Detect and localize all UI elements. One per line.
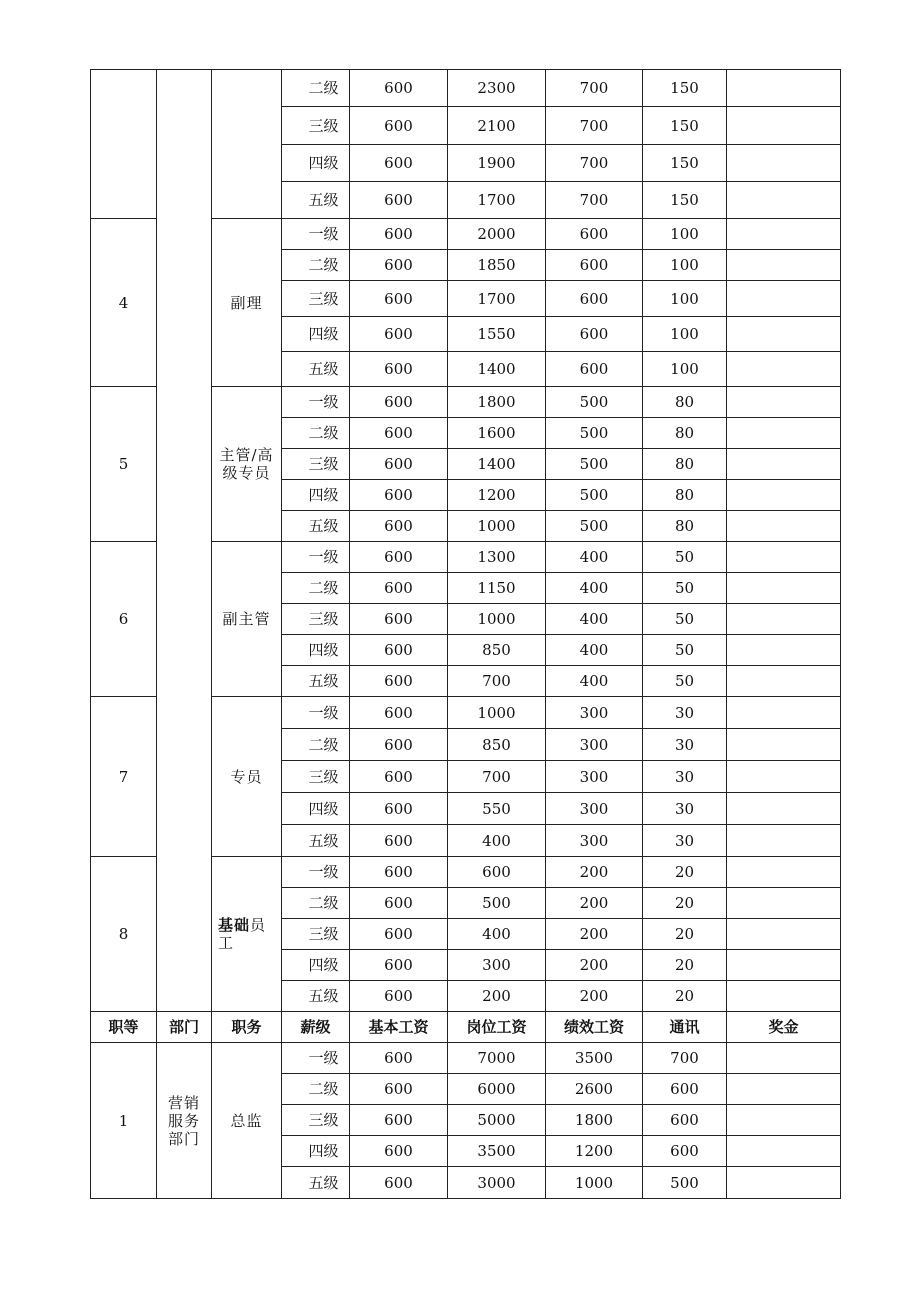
post-salary-cell: 850 [448, 729, 546, 761]
base-salary-cell: 600 [350, 1136, 448, 1167]
bonus-cell [727, 857, 841, 888]
base-salary-cell: 600 [350, 666, 448, 697]
post-salary-cell: 2300 [448, 70, 546, 107]
post-salary-cell: 1150 [448, 573, 546, 604]
post-salary-cell: 400 [448, 919, 546, 950]
performance-salary-cell: 500 [546, 480, 643, 511]
base-salary-cell: 600 [350, 511, 448, 542]
level-cell: 五级 [282, 182, 350, 219]
performance-salary-cell: 500 [546, 511, 643, 542]
level-cell: 一级 [282, 219, 350, 250]
post-salary-cell: 1850 [448, 250, 546, 281]
post-salary-cell: 1200 [448, 480, 546, 511]
base-salary-cell: 600 [350, 182, 448, 219]
communication-cell: 600 [643, 1074, 727, 1105]
performance-salary-cell: 600 [546, 317, 643, 352]
bonus-cell [727, 1074, 841, 1105]
communication-cell: 20 [643, 950, 727, 981]
base-salary-cell: 600 [350, 950, 448, 981]
performance-salary-cell: 2600 [546, 1074, 643, 1105]
communication-cell: 80 [643, 480, 727, 511]
base-salary-cell: 600 [350, 418, 448, 449]
post-salary-cell: 1600 [448, 418, 546, 449]
base-salary-cell: 600 [350, 919, 448, 950]
performance-salary-cell: 300 [546, 729, 643, 761]
post-salary-cell: 700 [448, 761, 546, 793]
base-salary-cell: 600 [350, 480, 448, 511]
grade-cell: 7 [91, 697, 157, 857]
grade-cell: 8 [91, 857, 157, 1012]
bonus-cell [727, 511, 841, 542]
post-salary-cell: 1700 [448, 281, 546, 317]
bonus-cell [727, 387, 841, 418]
performance-salary-cell: 1800 [546, 1105, 643, 1136]
communication-cell: 80 [643, 387, 727, 418]
base-salary-cell: 600 [350, 635, 448, 666]
communication-cell: 100 [643, 281, 727, 317]
post-salary-cell: 1700 [448, 182, 546, 219]
position-bold-text: 基础 [218, 916, 251, 934]
header-post-salary: 岗位工资 [448, 1012, 546, 1043]
base-salary-cell: 600 [350, 70, 448, 107]
performance-salary-cell: 200 [546, 888, 643, 919]
level-cell: 四级 [282, 317, 350, 352]
post-salary-cell: 1800 [448, 387, 546, 418]
position-cell [212, 857, 282, 1012]
bonus-cell [727, 70, 841, 107]
level-cell: 一级 [282, 857, 350, 888]
post-salary-cell: 850 [448, 635, 546, 666]
header-grade: 职等 [91, 1012, 157, 1043]
communication-cell: 600 [643, 1136, 727, 1167]
communication-cell: 30 [643, 729, 727, 761]
base-salary-cell: 600 [350, 250, 448, 281]
post-salary-cell: 550 [448, 793, 546, 825]
performance-salary-cell: 200 [546, 981, 643, 1012]
bonus-cell [727, 635, 841, 666]
level-cell: 四级 [282, 950, 350, 981]
header-position: 职务 [212, 1012, 282, 1043]
performance-salary-cell: 200 [546, 950, 643, 981]
level-cell: 五级 [282, 1167, 350, 1199]
base-salary-cell: 600 [350, 729, 448, 761]
communication-cell: 100 [643, 352, 727, 387]
post-salary-cell: 1000 [448, 697, 546, 729]
bonus-cell [727, 449, 841, 480]
grade-cell: 6 [91, 542, 157, 697]
bonus-cell [727, 281, 841, 317]
performance-salary-cell: 300 [546, 761, 643, 793]
communication-cell: 80 [643, 511, 727, 542]
level-cell: 二级 [282, 1074, 350, 1105]
department-cell [157, 70, 212, 1012]
post-salary-cell: 1900 [448, 145, 546, 182]
performance-salary-cell: 400 [546, 573, 643, 604]
base-salary-cell: 600 [350, 573, 448, 604]
performance-salary-cell: 3500 [546, 1043, 643, 1074]
performance-salary-cell: 300 [546, 697, 643, 729]
bonus-cell [727, 352, 841, 387]
communication-cell: 150 [643, 145, 727, 182]
base-salary-cell: 600 [350, 145, 448, 182]
post-salary-cell: 600 [448, 857, 546, 888]
performance-salary-cell: 200 [546, 857, 643, 888]
bonus-cell [727, 573, 841, 604]
level-cell: 五级 [282, 511, 350, 542]
bonus-cell [727, 317, 841, 352]
grade-cell [91, 70, 157, 219]
communication-cell: 150 [643, 182, 727, 219]
communication-cell: 20 [643, 888, 727, 919]
bonus-cell [727, 697, 841, 729]
communication-cell: 20 [643, 919, 727, 950]
post-salary-cell: 300 [448, 950, 546, 981]
bonus-cell [727, 480, 841, 511]
communication-cell: 100 [643, 317, 727, 352]
level-cell: 四级 [282, 480, 350, 511]
level-cell: 五级 [282, 825, 350, 857]
bonus-cell [727, 888, 841, 919]
table-row [91, 1043, 841, 1074]
base-salary-cell: 600 [350, 888, 448, 919]
communication-cell: 50 [643, 635, 727, 666]
communication-cell: 30 [643, 825, 727, 857]
base-salary-cell: 600 [350, 981, 448, 1012]
communication-cell: 50 [643, 604, 727, 635]
base-salary-cell: 600 [350, 542, 448, 573]
bonus-cell [727, 604, 841, 635]
bonus-cell [727, 1167, 841, 1199]
bonus-cell [727, 1105, 841, 1136]
post-salary-cell: 5000 [448, 1105, 546, 1136]
bonus-cell [727, 761, 841, 793]
base-salary-cell: 600 [350, 1105, 448, 1136]
level-cell: 四级 [282, 145, 350, 182]
post-salary-cell: 1550 [448, 317, 546, 352]
level-cell: 三级 [282, 281, 350, 317]
bonus-cell [727, 107, 841, 145]
base-salary-cell: 600 [350, 317, 448, 352]
post-salary-cell: 3000 [448, 1167, 546, 1199]
post-salary-cell: 7000 [448, 1043, 546, 1074]
bonus-cell [727, 182, 841, 219]
table-row [91, 70, 841, 107]
bonus-cell [727, 1043, 841, 1074]
bonus-cell [727, 1136, 841, 1167]
communication-cell: 20 [643, 857, 727, 888]
performance-salary-cell: 600 [546, 219, 643, 250]
position-cell: 副主管 [212, 542, 282, 697]
performance-salary-cell: 200 [546, 919, 643, 950]
level-cell: 二级 [282, 729, 350, 761]
communication-cell: 30 [643, 697, 727, 729]
base-salary-cell: 600 [350, 387, 448, 418]
performance-salary-cell: 600 [546, 250, 643, 281]
header-row [91, 1012, 841, 1043]
base-salary-cell: 600 [350, 697, 448, 729]
post-salary-cell: 2100 [448, 107, 546, 145]
bonus-cell [727, 793, 841, 825]
level-cell: 三级 [282, 761, 350, 793]
department-cell: 营销服务部门 [157, 1043, 212, 1199]
post-salary-cell: 1400 [448, 352, 546, 387]
level-cell: 一级 [282, 542, 350, 573]
communication-cell: 20 [643, 981, 727, 1012]
level-cell: 四级 [282, 635, 350, 666]
performance-salary-cell: 300 [546, 793, 643, 825]
base-salary-cell: 600 [350, 1043, 448, 1074]
header-base-salary: 基本工资 [350, 1012, 448, 1043]
base-salary-cell: 600 [350, 825, 448, 857]
level-cell: 二级 [282, 573, 350, 604]
header-communication: 通讯 [643, 1012, 727, 1043]
performance-salary-cell: 700 [546, 145, 643, 182]
level-cell: 二级 [282, 888, 350, 919]
performance-salary-cell: 500 [546, 449, 643, 480]
grade-cell: 1 [91, 1043, 157, 1199]
position-text: 员工 [218, 916, 267, 952]
communication-cell: 150 [643, 70, 727, 107]
level-cell: 一级 [282, 387, 350, 418]
post-salary-cell: 500 [448, 888, 546, 919]
base-salary-cell: 600 [350, 449, 448, 480]
bonus-cell [727, 219, 841, 250]
header-department: 部门 [157, 1012, 212, 1043]
communication-cell: 100 [643, 250, 727, 281]
performance-salary-cell: 700 [546, 107, 643, 145]
performance-salary-cell: 1000 [546, 1167, 643, 1199]
performance-salary-cell: 600 [546, 352, 643, 387]
bonus-cell [727, 145, 841, 182]
communication-cell: 30 [643, 793, 727, 825]
performance-salary-cell: 500 [546, 387, 643, 418]
performance-salary-cell: 400 [546, 542, 643, 573]
level-cell: 三级 [282, 919, 350, 950]
bonus-cell [727, 729, 841, 761]
level-cell: 四级 [282, 1136, 350, 1167]
position-cell: 总监 [212, 1043, 282, 1199]
level-cell: 五级 [282, 981, 350, 1012]
post-salary-cell: 400 [448, 825, 546, 857]
bonus-cell [727, 418, 841, 449]
communication-cell: 500 [643, 1167, 727, 1199]
bonus-cell [727, 919, 841, 950]
communication-cell: 100 [643, 219, 727, 250]
level-cell: 二级 [282, 418, 350, 449]
base-salary-cell: 600 [350, 219, 448, 250]
level-cell: 三级 [282, 107, 350, 145]
post-salary-cell: 200 [448, 981, 546, 1012]
base-salary-cell: 600 [350, 1167, 448, 1199]
performance-salary-cell: 400 [546, 604, 643, 635]
performance-salary-cell: 500 [546, 418, 643, 449]
base-salary-cell: 600 [350, 281, 448, 317]
post-salary-cell: 1400 [448, 449, 546, 480]
level-cell: 一级 [282, 697, 350, 729]
base-salary-cell: 600 [350, 1074, 448, 1105]
communication-cell: 30 [643, 761, 727, 793]
level-cell: 二级 [282, 70, 350, 107]
level-cell: 五级 [282, 666, 350, 697]
communication-cell: 700 [643, 1043, 727, 1074]
header-bonus: 奖金 [727, 1012, 841, 1043]
communication-cell: 600 [643, 1105, 727, 1136]
communication-cell: 50 [643, 573, 727, 604]
performance-salary-cell: 400 [546, 666, 643, 697]
base-salary-cell: 600 [350, 857, 448, 888]
position-cell: 主管/高级专员 [212, 387, 282, 542]
bonus-cell [727, 250, 841, 281]
communication-cell: 80 [643, 418, 727, 449]
bonus-cell [727, 542, 841, 573]
level-cell: 三级 [282, 449, 350, 480]
base-salary-cell: 600 [350, 793, 448, 825]
performance-salary-cell: 700 [546, 70, 643, 107]
level-cell: 四级 [282, 793, 350, 825]
bonus-cell [727, 825, 841, 857]
performance-salary-cell: 1200 [546, 1136, 643, 1167]
post-salary-cell: 2000 [448, 219, 546, 250]
grade-cell: 4 [91, 219, 157, 387]
post-salary-cell: 1300 [448, 542, 546, 573]
communication-cell: 50 [643, 542, 727, 573]
level-cell: 三级 [282, 604, 350, 635]
position-cell: 专员 [212, 697, 282, 857]
base-salary-cell: 600 [350, 352, 448, 387]
bonus-cell [727, 950, 841, 981]
post-salary-cell: 6000 [448, 1074, 546, 1105]
post-salary-cell: 700 [448, 666, 546, 697]
bonus-cell [727, 666, 841, 697]
grade-cell: 5 [91, 387, 157, 542]
header-performance-salary: 绩效工资 [546, 1012, 643, 1043]
level-cell: 三级 [282, 1105, 350, 1136]
communication-cell: 150 [643, 107, 727, 145]
position-cell [212, 70, 282, 219]
position-cell: 副理 [212, 219, 282, 387]
header-level: 薪级 [282, 1012, 350, 1043]
post-salary-cell: 1000 [448, 604, 546, 635]
bonus-cell [727, 981, 841, 1012]
base-salary-cell: 600 [350, 604, 448, 635]
communication-cell: 50 [643, 666, 727, 697]
performance-salary-cell: 400 [546, 635, 643, 666]
communication-cell: 80 [643, 449, 727, 480]
performance-salary-cell: 700 [546, 182, 643, 219]
base-salary-cell: 600 [350, 761, 448, 793]
level-cell: 二级 [282, 250, 350, 281]
post-salary-cell: 1000 [448, 511, 546, 542]
post-salary-cell: 3500 [448, 1136, 546, 1167]
salary-table-body [91, 70, 841, 1199]
salary-table [90, 69, 841, 1199]
base-salary-cell: 600 [350, 107, 448, 145]
level-cell: 一级 [282, 1043, 350, 1074]
level-cell: 五级 [282, 352, 350, 387]
performance-salary-cell: 600 [546, 281, 643, 317]
performance-salary-cell: 300 [546, 825, 643, 857]
